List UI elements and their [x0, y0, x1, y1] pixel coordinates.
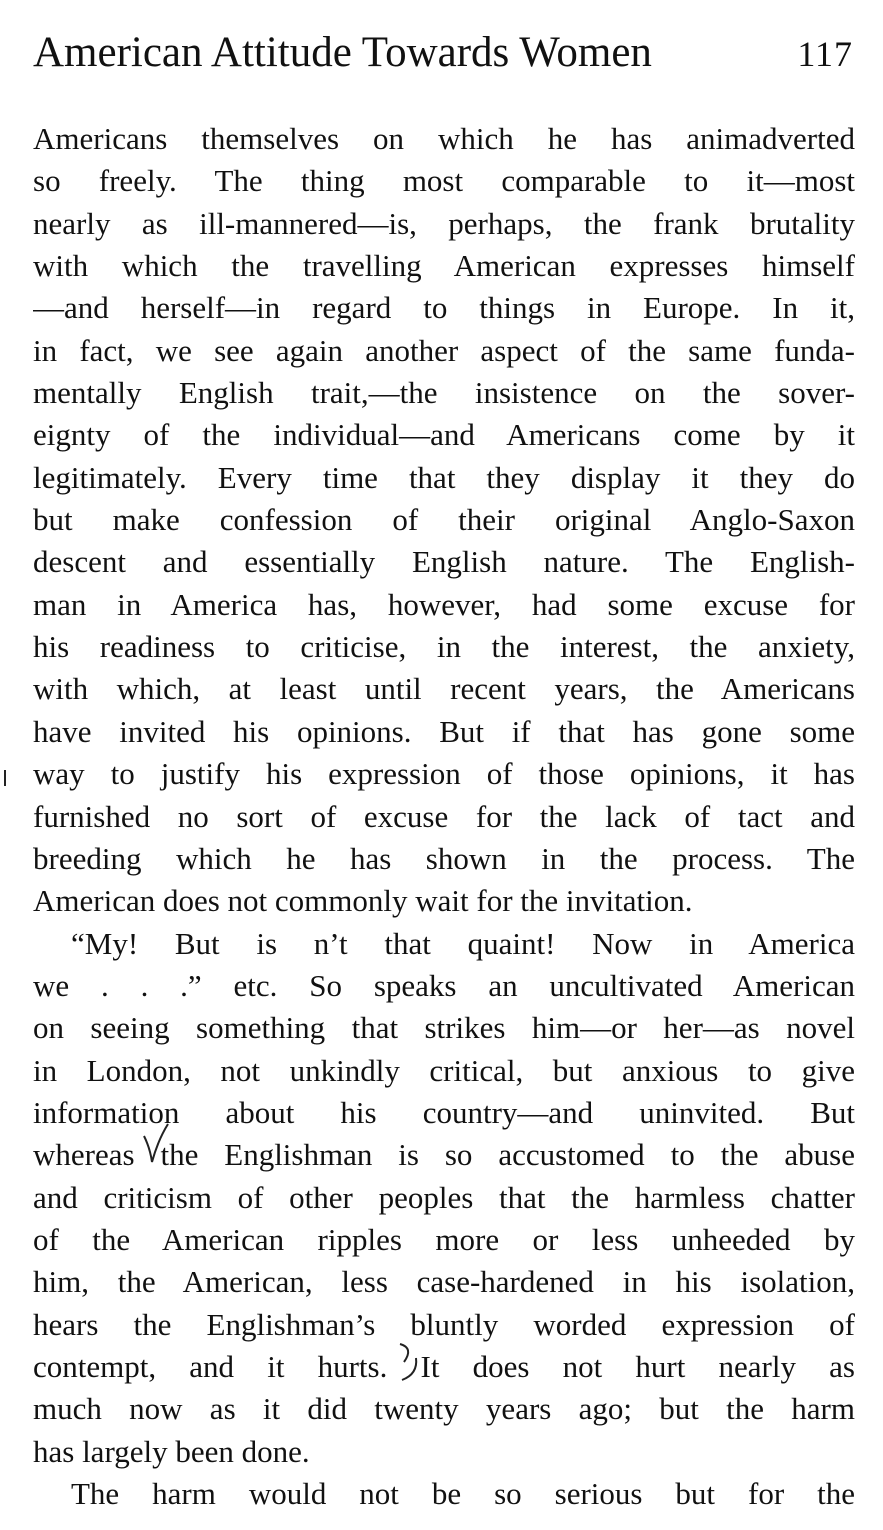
text-line: furnished no sort of excuse for the lack of tact and — [33, 798, 855, 834]
text-line: so freely. The thing most comparable to it—most — [33, 163, 855, 199]
text-line: mentally English trait,—the insistence on the sover- — [33, 375, 855, 411]
page-number: 117 — [797, 34, 853, 74]
text-line: in London, not unkindly critical, but anxious to give — [33, 1052, 855, 1088]
text-line: much now as it did twenty years ago; but the harm — [33, 1391, 855, 1427]
text-line: information about his country—and uninvited. But — [33, 1094, 855, 1130]
text-line: has largely been done. — [33, 1433, 310, 1469]
text-line: in fact, we see again another aspect of the same funda- — [33, 332, 855, 368]
text-line: we . . .” etc. So speaks an uncultivated American — [33, 967, 855, 1003]
text-line: him, the American, less case-hardened in his isolation, — [33, 1264, 855, 1300]
text-line: Americans themselves on which he has animadverted — [33, 121, 855, 156]
running-head — [33, 26, 853, 80]
text-line: of the American ripples more or less unheeded by — [33, 1221, 855, 1257]
margin-tick-mark — [2, 768, 8, 788]
text-line: The harm would not be so serious but for the — [71, 1476, 855, 1511]
text-line: whereas the Englishman is so accustomed to the abuse — [33, 1137, 855, 1173]
text-line: hears the Englishman’s bluntly worded expression of — [33, 1306, 855, 1342]
text-line: American does not commonly wait for the invitation. — [33, 883, 693, 919]
body-text — [33, 118, 855, 1515]
text-line: and criticism of other peoples that the harmless chatter — [33, 1179, 855, 1215]
chapter-title: American Attitude Towards Women — [33, 29, 652, 76]
text-line: on seeing something that strikes him—or her—as novel — [33, 1010, 855, 1046]
text-line: his readiness to criticise, in the interest, the anxiety, — [33, 629, 855, 665]
text-line: descent and essentially English nature. The English- — [33, 544, 855, 580]
text-line: breeding which he has shown in the process. The — [33, 840, 855, 876]
text-line: legitimately. Every time that they display it they do — [33, 459, 855, 495]
text-line: “My! But is n’t that quaint! Now in America — [71, 925, 855, 961]
text-line: with which the travelling American expresses himself — [33, 248, 855, 284]
text-line: eignty of the individual—and Americans come by it — [33, 417, 855, 453]
text-line: man in America has, however, had some excuse for — [33, 586, 855, 622]
text-line: contempt, and it hurts. It does not hurt nearly as — [33, 1348, 855, 1384]
text-line: —and herself—in regard to things in Europe. In it, — [33, 290, 855, 326]
text-line: nearly as ill-mannered—is, perhaps, the frank brutality — [33, 205, 855, 241]
text-line: with which, at least until recent years, the Americans — [33, 671, 855, 707]
text-line: way to justify his expression of those opinions, it has — [33, 756, 855, 792]
text-line: but make confession of their original Anglo-Saxon — [33, 502, 855, 538]
handwritten-bracket-mark — [394, 1340, 422, 1384]
handwritten-slash-mark — [140, 1118, 170, 1168]
text-line: have invited his opinions. But if that has gone some — [33, 713, 855, 749]
